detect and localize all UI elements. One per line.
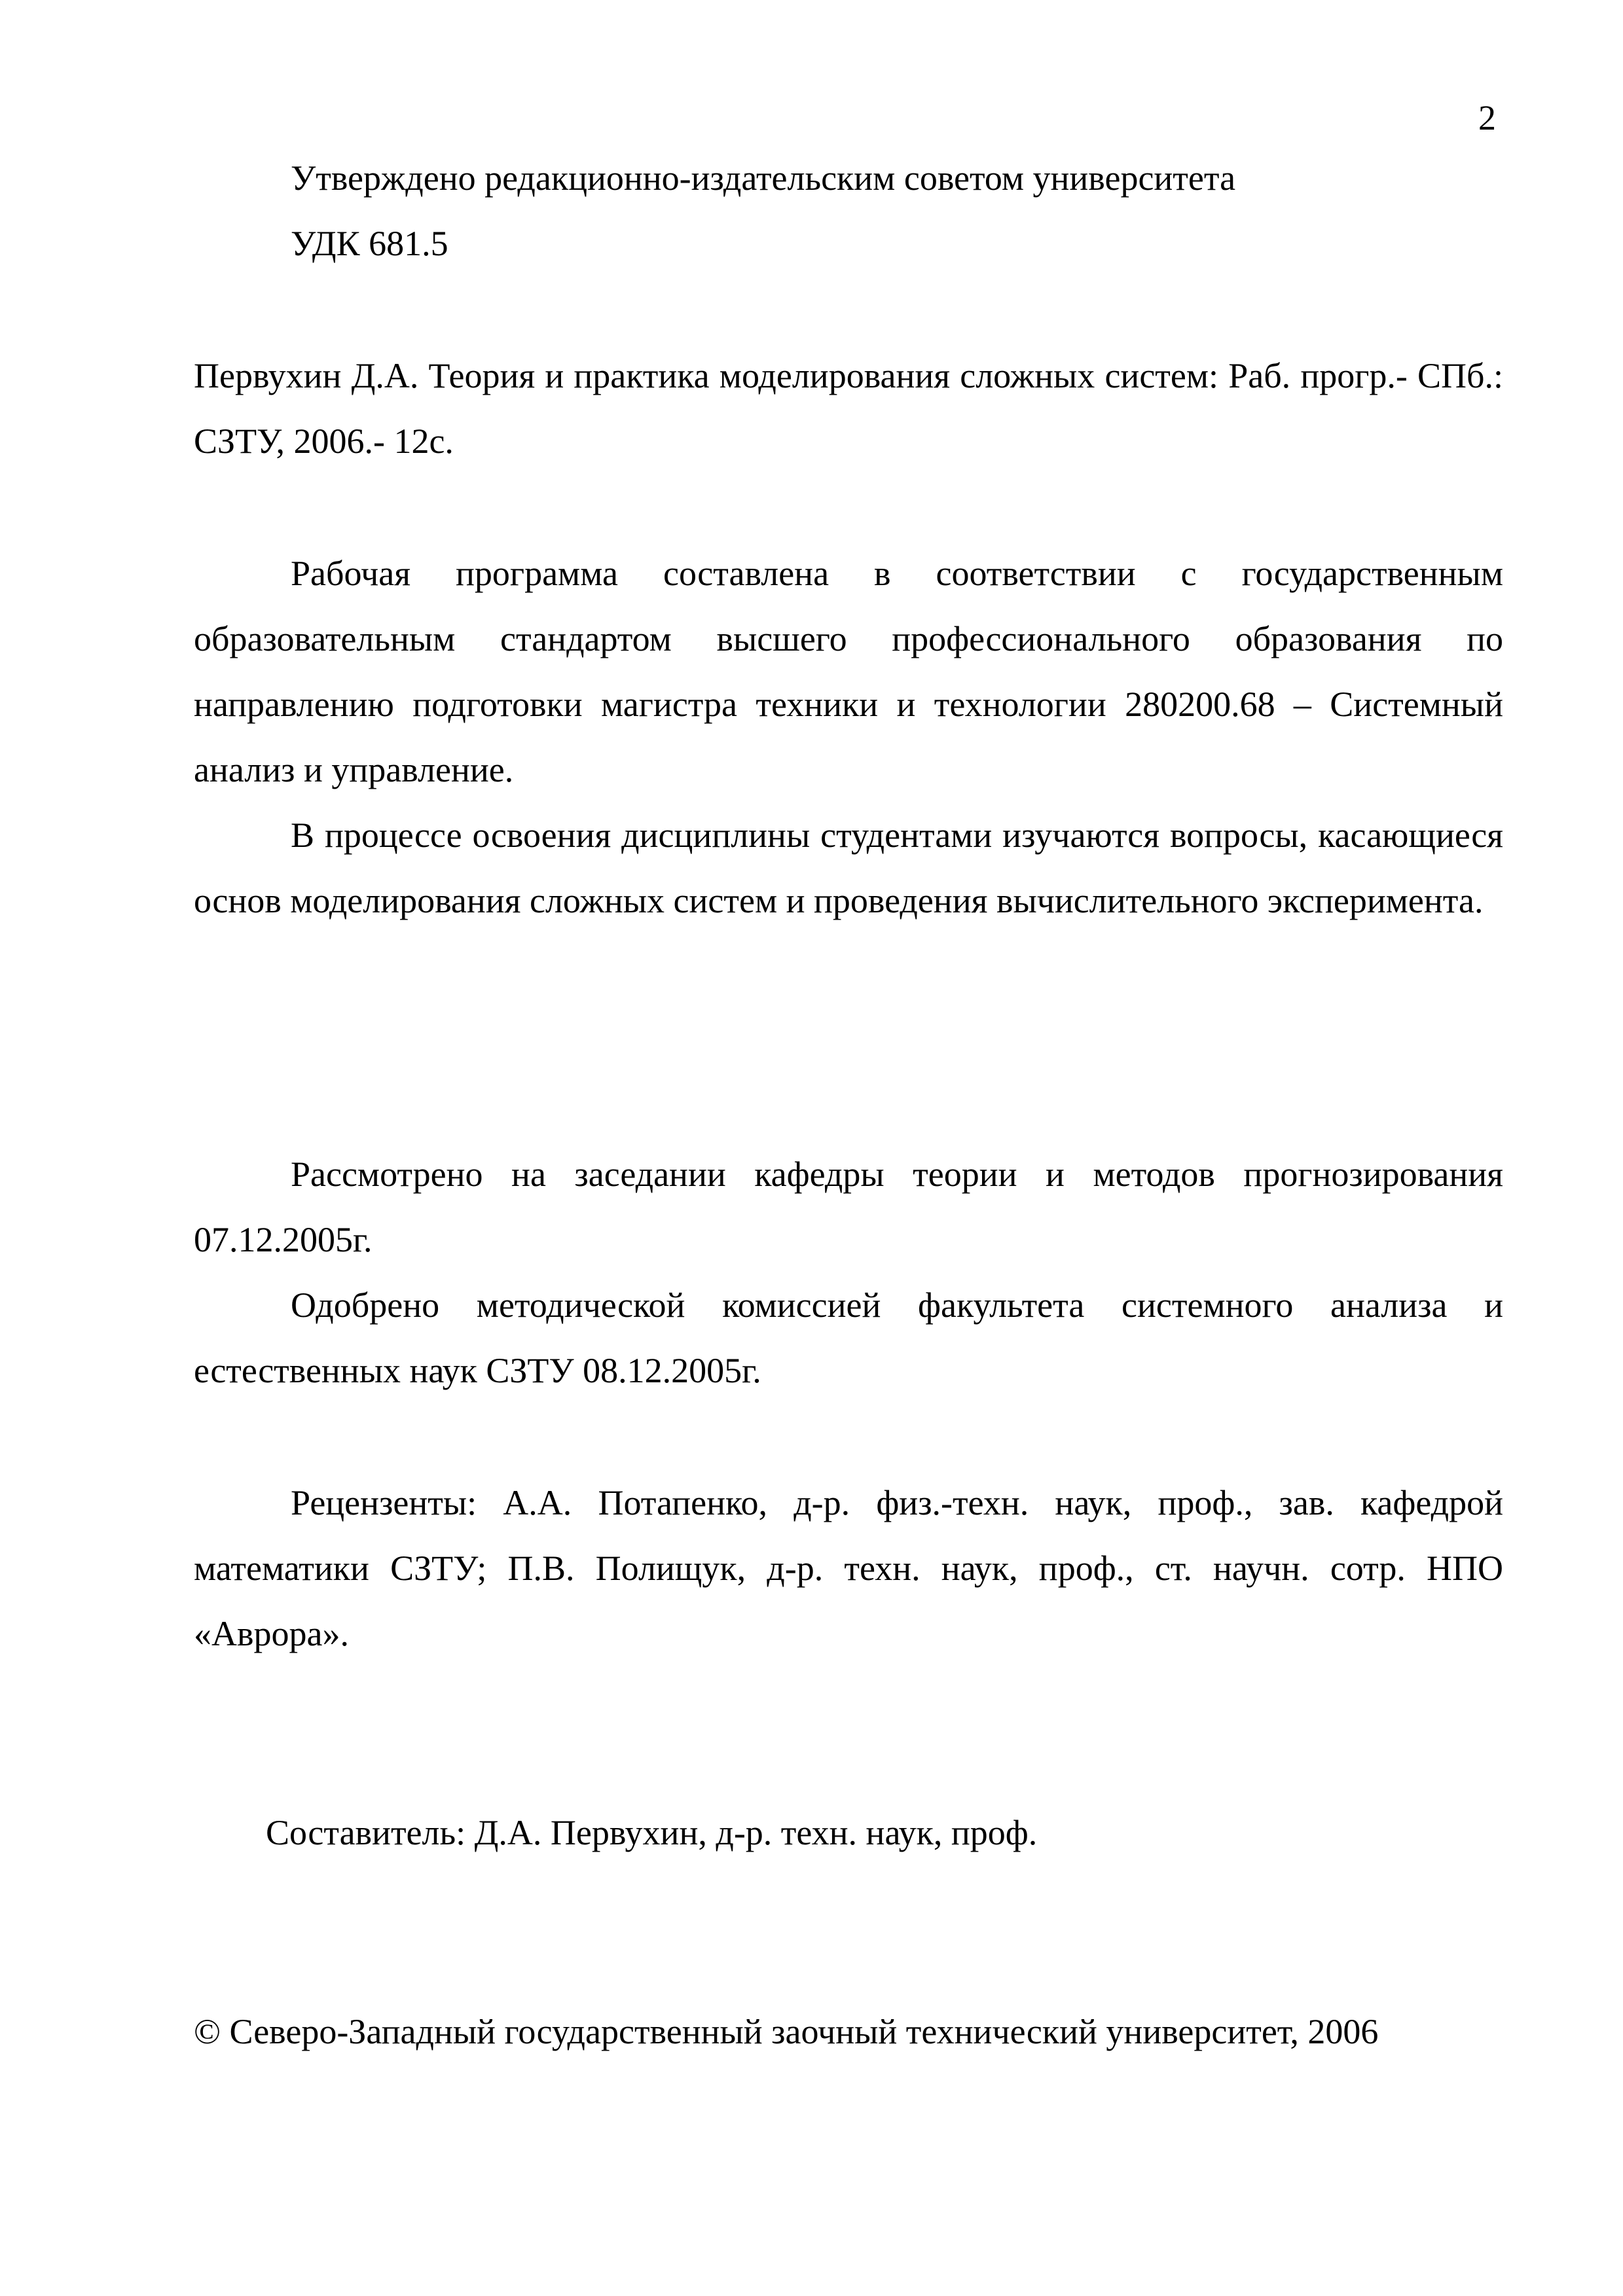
- department-review: Рассмотрено на заседании кафедры теории и методов прогнозирования 07.12.2005г.: [194, 1155, 1503, 1259]
- approval-line: Утверждено редакционно-издательским советом университета: [291, 158, 1236, 198]
- abstract-paragraph-1: Рабочая программа составлена в соответствии с государственным образовательным стандартом высшего профессионального образования по направлению подготовки магистра техники и технологии 280200.68 – Системный анализ и управление.: [194, 554, 1503, 789]
- reviewers: Рецензенты: А.А. Потапенко, д-р. физ.-техн. наук, проф., зав. кафедрой математики СЗТУ; П.В. Полищук, д-р. техн. наук, проф., ст. научн. сотр. НПО «Аврора».: [194, 1483, 1503, 1653]
- abstract-paragraph-2: В процессе освоения дисциплины студентами изучаются вопросы, касающиеся основ моделирования сложных систем и проведения вычислительного эксперимента.: [194, 816, 1503, 920]
- copyright: © Северо-Западный государственный заочный технический университет, 2006: [194, 2012, 1379, 2051]
- udc-code: УДК 681.5: [291, 224, 448, 263]
- compiler: Составитель: Д.А. Первухин, д-р. техн. наук, проф.: [266, 1813, 1038, 1852]
- page-number: 2: [1478, 98, 1496, 137]
- bibliographic-citation: Первухин Д.А. Теория и практика моделирования сложных систем: Раб. прогр.- СПб.: СЗТУ, 2006.- 12с.: [194, 356, 1503, 461]
- commission-approval: Одобрено методической комиссией факультета системного анализа и естественных наук СЗТУ 08.12.2005г.: [194, 1285, 1503, 1390]
